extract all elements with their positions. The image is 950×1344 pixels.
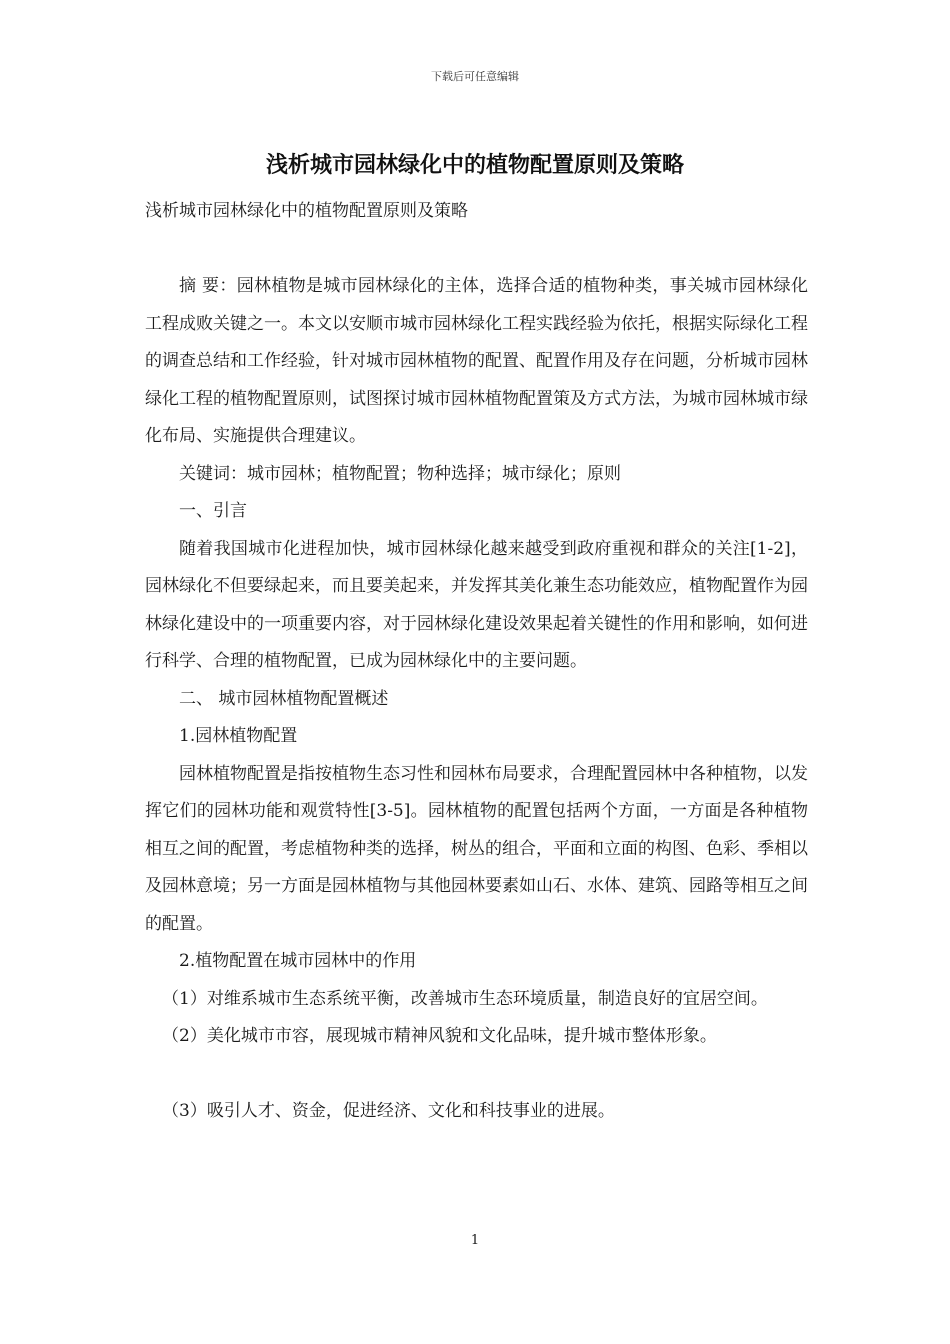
subsection-heading-plant-configuration: 1.园林植物配置 xyxy=(179,726,298,746)
document-subtitle: 浅析城市园林绿化中的植物配置原则及策略 xyxy=(145,201,468,221)
role-item-3: （3）吸引人才、资金，促进经济、文化和科技事业的进展。 xyxy=(162,1101,615,1121)
subsection-heading-role: 2.植物配置在城市园林中的作用 xyxy=(179,951,417,971)
abstract-paragraph: 摘 要：园林植物是城市园林绿化的主体，选择合适的植物种类，事关城市园林绿化工程成败关键之一。本文以安顺市城市园林绿化工程实践经验为依托，根据实际绿化工程的调查总结和工作经验，针对城市园林植物的配置、配置作用及存在问题，分析城市园林绿化工程的植物配置原则，试图探讨城市园林植物配置策及方式方法，为城市园林城市绿化布局、实施提供合理建议。 xyxy=(145,276,808,446)
document-title: 浅析城市园林绿化中的植物配置原则及策略 xyxy=(265,152,684,178)
keywords-line: 关键词：城市园林；植物配置；物种选择；城市绿化；原则 xyxy=(179,463,621,484)
plant-configuration-paragraph: 园林植物配置是指按植物生态习性和园林布局要求，合理配置园林中各种植物，以发挥它们的园林功能和观赏特性[3-5]。园林植物的配置包括两个方面，一方面是各种植物相互之间的配置，考虑植物种类的选择，树丛的组合，平面和立面的构图、色彩、季相以及园林意境；另一方面是园林植物与其他园林要素如山石、水体、建筑、园路等相互之间的配置。 xyxy=(145,763,808,934)
document-body xyxy=(145,268,808,1131)
introduction-paragraph: 随着我国城市化进程加快，城市园林绿化越来越受到政府重视和群众的关注[1-2]，园林绿化不但要绿起来，而且要美起来，并发挥其美化兼生态功能效应，植物配置作为园林绿化建设中的一项重要内容，对于园林绿化建设效果起着关键性的作用和影响，如何进行科学、合理的植物配置，已成为园林绿化中的主要问题。 xyxy=(145,538,808,671)
page-number: 1 xyxy=(470,1233,480,1248)
role-item-2: （2）美化城市市容，展现城市精神风貌和文化品味，提升城市整体形象。 xyxy=(162,1026,717,1046)
header-note: 下载后可任意编辑 xyxy=(431,70,519,83)
role-item-1: （1）对维系城市生态系统平衡，改善城市生态环境质量，制造良好的宜居空间。 xyxy=(162,988,768,1009)
section-heading-introduction: 一、引言 xyxy=(179,501,247,521)
section-heading-overview: 二、 城市园林植物配置概述 xyxy=(179,688,389,709)
